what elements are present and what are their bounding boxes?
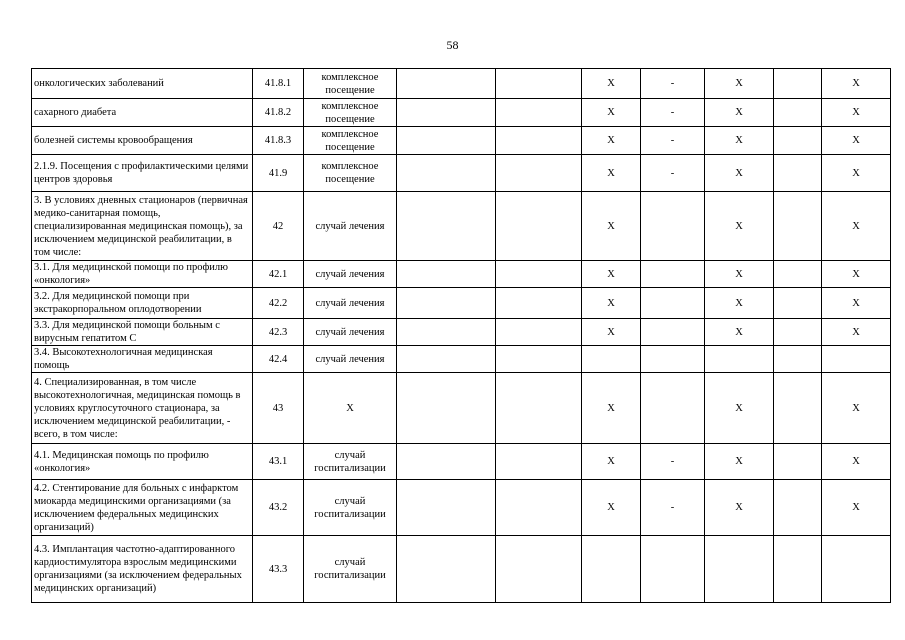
row-value-cell [774,444,822,480]
row-value-cell: X [822,319,891,346]
row-value-cell [774,288,822,319]
row-value-cell [496,319,582,346]
row-value-cell [774,480,822,536]
row-unit-cell: комплексное посещение [304,99,397,127]
row-code-cell: 41.8.3 [253,127,304,155]
row-value-cell [774,346,822,373]
row-name-cell: 4. Специализированная, в том числе высокотехнологичная, медицинская помощь в условиях круглосуточного стационара, за исключением медицинской реабилитации, - всего, в том числе: [32,373,253,444]
table-row [32,346,891,373]
row-value-cell: X [705,192,774,261]
row-unit-cell: случай госпитализации [304,536,397,603]
table-row [32,155,891,192]
row-value-cell: X [582,127,641,155]
row-unit-cell: случай лечения [304,288,397,319]
row-value-cell [496,261,582,288]
row-value-cell: X [582,480,641,536]
row-value-cell: X [582,192,641,261]
row-value-cell: X [705,444,774,480]
row-code-cell: 42.3 [253,319,304,346]
row-code-cell: 41.8.1 [253,69,304,99]
row-value-cell: X [705,288,774,319]
row-value-cell [496,288,582,319]
row-value-cell: X [822,444,891,480]
row-value-cell [641,261,705,288]
table-row [32,444,891,480]
row-value-cell [397,536,496,603]
row-code-cell: 43.2 [253,480,304,536]
row-value-cell [496,127,582,155]
table-row [32,261,891,288]
row-unit-cell: комплексное посещение [304,69,397,99]
row-name-cell: 2.1.9. Посещения с профилактическими целями центров здоровья [32,155,253,192]
row-unit-cell: случай лечения [304,192,397,261]
row-value-cell: X [705,69,774,99]
row-name-cell: болезней системы кровообращения [32,127,253,155]
row-value-cell [774,127,822,155]
row-value-cell [705,346,774,373]
row-value-cell [397,155,496,192]
row-value-cell [397,99,496,127]
table-row [32,192,891,261]
row-code-cell: 43.1 [253,444,304,480]
row-unit-cell: X [304,373,397,444]
row-value-cell [397,480,496,536]
row-code-cell: 41.9 [253,155,304,192]
row-unit-cell: комплексное посещение [304,155,397,192]
row-value-cell: X [705,99,774,127]
row-value-cell [496,373,582,444]
row-value-cell [822,346,891,373]
row-value-cell [641,288,705,319]
row-value-cell [397,288,496,319]
row-value-cell: X [705,480,774,536]
row-value-cell: X [705,373,774,444]
row-value-cell [774,261,822,288]
row-value-cell [496,536,582,603]
row-value-cell [822,536,891,603]
row-value-cell [397,69,496,99]
row-value-cell: - [641,69,705,99]
row-value-cell: X [705,261,774,288]
row-value-cell: X [822,155,891,192]
row-value-cell: X [705,127,774,155]
row-name-cell: 3.4. Высокотехнологичная медицинская помощь [32,346,253,373]
row-value-cell [582,346,641,373]
row-value-cell [496,480,582,536]
row-value-cell: X [582,444,641,480]
row-name-cell: 3.1. Для медицинской помощи по профилю «онкология» [32,261,253,288]
row-value-cell [774,192,822,261]
row-value-cell [496,192,582,261]
row-value-cell: - [641,99,705,127]
row-name-cell: 3. В условиях дневных стационаров (первичная медико-санитарная помощь, специализированная медицинская помощь), за исключением медицинской реабилитации, в том числе: [32,192,253,261]
row-name-cell: сахарного диабета [32,99,253,127]
row-value-cell [774,536,822,603]
row-value-cell: X [582,69,641,99]
row-value-cell: X [822,261,891,288]
row-value-cell: - [641,127,705,155]
row-value-cell: X [822,127,891,155]
row-value-cell [397,127,496,155]
row-value-cell [774,319,822,346]
row-value-cell: X [822,69,891,99]
row-value-cell [496,69,582,99]
row-value-cell: X [705,155,774,192]
row-value-cell [397,192,496,261]
row-value-cell [496,155,582,192]
row-unit-cell: случай лечения [304,261,397,288]
row-value-cell [774,155,822,192]
row-value-cell: X [582,261,641,288]
row-value-cell [397,444,496,480]
row-value-cell [496,346,582,373]
row-code-cell: 42 [253,192,304,261]
page-number: 58 [446,38,459,52]
row-value-cell [705,536,774,603]
row-name-cell: 3.3. Для медицинской помощи больным с вирусным гепатитом С [32,319,253,346]
row-code-cell: 42.4 [253,346,304,373]
table-row [32,536,891,603]
table-row [32,480,891,536]
row-value-cell [641,319,705,346]
row-code-cell: 41.8.2 [253,99,304,127]
row-value-cell: - [641,444,705,480]
row-value-cell: X [582,155,641,192]
row-value-cell: X [705,319,774,346]
row-unit-cell: случай лечения [304,346,397,373]
row-value-cell [774,99,822,127]
row-value-cell [774,373,822,444]
row-unit-cell: комплексное посещение [304,127,397,155]
row-value-cell [641,192,705,261]
row-value-cell [582,536,641,603]
row-value-cell [774,69,822,99]
row-name-cell: 4.3. Имплантация частотно-адаптированного кардиостимулятора взрослым медицинскими организациями (за исключением федеральных медицинских организаций) [32,536,253,603]
row-unit-cell: случай лечения [304,319,397,346]
row-value-cell [397,373,496,444]
row-value-cell [641,373,705,444]
row-unit-cell: случай госпитализации [304,444,397,480]
table-row [32,319,891,346]
row-value-cell: X [582,373,641,444]
row-value-cell [397,319,496,346]
row-value-cell [397,261,496,288]
row-code-cell: 43.3 [253,536,304,603]
row-name-cell: 4.1. Медицинская помощь по профилю «онкология» [32,444,253,480]
row-value-cell: X [822,192,891,261]
row-value-cell: - [641,155,705,192]
row-value-cell [496,444,582,480]
row-value-cell: X [582,288,641,319]
table-row [32,99,891,127]
row-value-cell: X [822,99,891,127]
row-value-cell [641,536,705,603]
row-value-cell: X [822,480,891,536]
table-row [32,288,891,319]
row-code-cell: 42.2 [253,288,304,319]
row-unit-cell: случай госпитализации [304,480,397,536]
row-name-cell: онкологических заболеваний [32,69,253,99]
row-name-cell: 4.2. Стентирование для больных с инфарктом миокарда медицинскими организациями (за исключением федеральных медицинских организаций) [32,480,253,536]
row-value-cell: X [582,99,641,127]
row-code-cell: 43 [253,373,304,444]
row-name-cell: 3.2. Для медицинской помощи при экстракорпоральном оплодотворении [32,288,253,319]
row-value-cell [496,99,582,127]
row-value-cell: X [822,288,891,319]
table-row [32,69,891,99]
table-row [32,373,891,444]
row-value-cell: - [641,480,705,536]
row-code-cell: 42.1 [253,261,304,288]
row-value-cell [397,346,496,373]
row-value-cell: X [582,319,641,346]
data-table [31,68,891,603]
row-value-cell [641,346,705,373]
table-row [32,127,891,155]
row-value-cell: X [822,373,891,444]
